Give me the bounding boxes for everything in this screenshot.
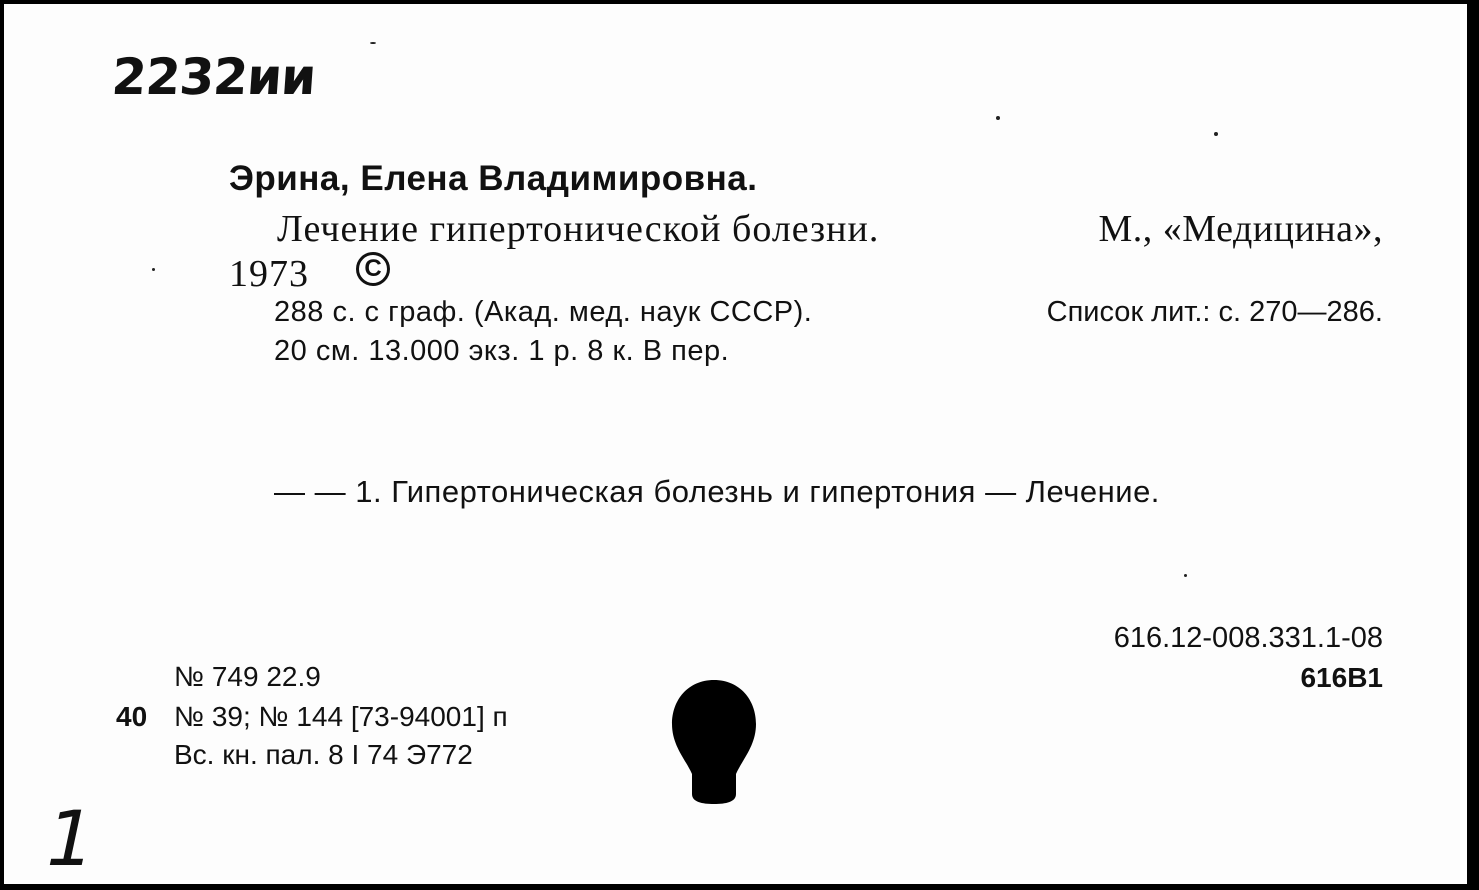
- edition-details: 20 см. 13.000 экз. 1 р. 8 к. В пер.: [274, 335, 730, 367]
- publication-year: 1973: [229, 253, 309, 295]
- handwritten-number: 2232ии: [109, 48, 318, 106]
- physical-description: 288 с. с граф. (Акад. мед. наук СССР).: [274, 296, 813, 328]
- bbk-code: 616В1: [1300, 662, 1383, 693]
- copyright-icon: C: [356, 252, 390, 286]
- bibliography-note: Список лит.: с. 270—286.: [1046, 296, 1383, 328]
- author-heading: Эрина, Елена Владимировна.: [229, 159, 758, 198]
- catalog-card: [4, 4, 1471, 884]
- speck: [996, 116, 1000, 120]
- publisher: М., «Медицина»,: [1098, 208, 1383, 250]
- library-code: 40: [116, 701, 148, 732]
- speck: [152, 268, 155, 271]
- punch-hole-icon: [668, 676, 760, 806]
- library-line-2: № 39; № 144 [73-94001] п: [174, 701, 508, 732]
- subject-heading: — — 1. Гипертоническая болезнь и гипертония — Лечение.: [274, 474, 1160, 509]
- library-line-3: Вс. кн. пал. 8 I 74 Э772: [174, 739, 473, 770]
- book-title: Лечение гипертонической болезни.: [277, 208, 880, 250]
- udc-code: 616.12-008.331.1-08: [1113, 622, 1383, 654]
- handwritten-digit: 1: [36, 794, 104, 883]
- speck: [1184, 574, 1187, 577]
- speck: [370, 42, 376, 44]
- library-line-1: № 749 22.9: [174, 661, 321, 692]
- speck: [1214, 132, 1218, 136]
